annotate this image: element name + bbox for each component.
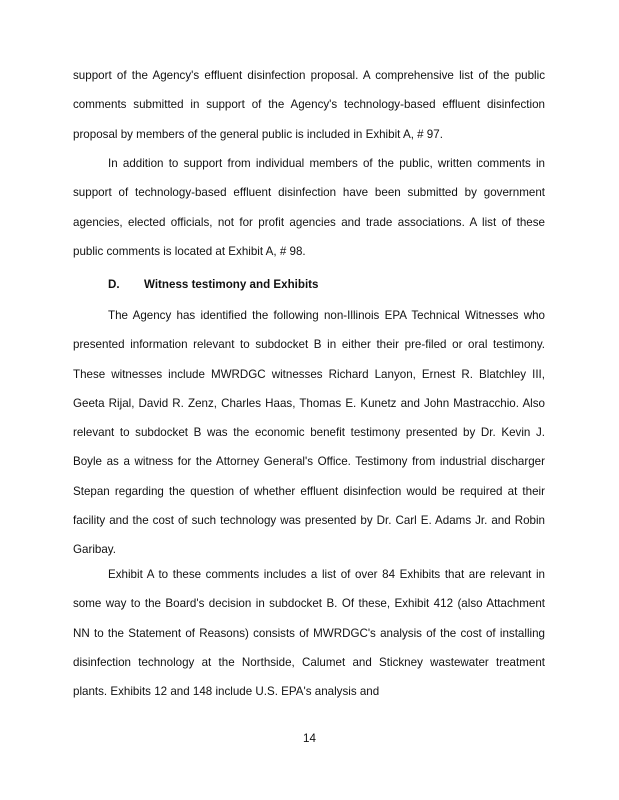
section-title: Witness testimony and Exhibits [144, 278, 319, 291]
paragraph-text: support of the Agency's effluent disinfection proposal. A comprehensive list of the public comments submitted in support of the Agency's technology-based effluent disinfection proposal by members of the general public is included in Exhibit A, # 97. [73, 69, 545, 141]
paragraph-text: The Agency has identified the following non-Illinois EPA Technical Witnesses who presented information relevant to subdocket B in either their pre-filed or oral testimony. These witnesses include MWRDGC witnesses Richard Lanyon, Ernest R. Blatchley III, Geeta Rijal, David R. Zenz, Charles Haas, Thomas E. Kunetz and John Mastracchio. Also relevant to subdocket B was the economic benefit testimony presented by Dr. Kevin J. Boyle as a witness for the Attorney General's Office. Testimony from industrial discharger Stepan regarding the question of whether effluent disinfection would be required at their facility and the cost of such technology was presented by Dr. Carl E. Adams Jr. and Robin Garibay. [73, 309, 545, 557]
paragraph-witnesses [73, 301, 545, 565]
paragraph-exhibits [73, 560, 545, 706]
page-number: 14 [303, 732, 316, 745]
paragraph-public-support [73, 149, 545, 266]
section-letter: D. [108, 278, 120, 291]
paragraph-continuation [73, 61, 545, 149]
section-heading [108, 270, 318, 299]
paragraph-text: In addition to support from individual members of the public, written comments in support of technology-based effluent disinfection have been submitted by government agencies, elected officials, not for profit agencies and trade associations. A list of these public comments is located at Exhibit A, # 98. [73, 157, 545, 258]
paragraph-text: Exhibit A to these comments includes a list of over 84 Exhibits that are relevant in some way to the Board's decision in subdocket B. Of these, Exhibit 412 (also Attachment NN to the Statement of Reasons) consists of MWRDGC's analysis of the cost of installing disinfection technology at the Northside, Calumet and Stickney wastewater treatment plants. Exhibits 12 and 148 include U.S. EPA's analysis and [73, 568, 545, 699]
